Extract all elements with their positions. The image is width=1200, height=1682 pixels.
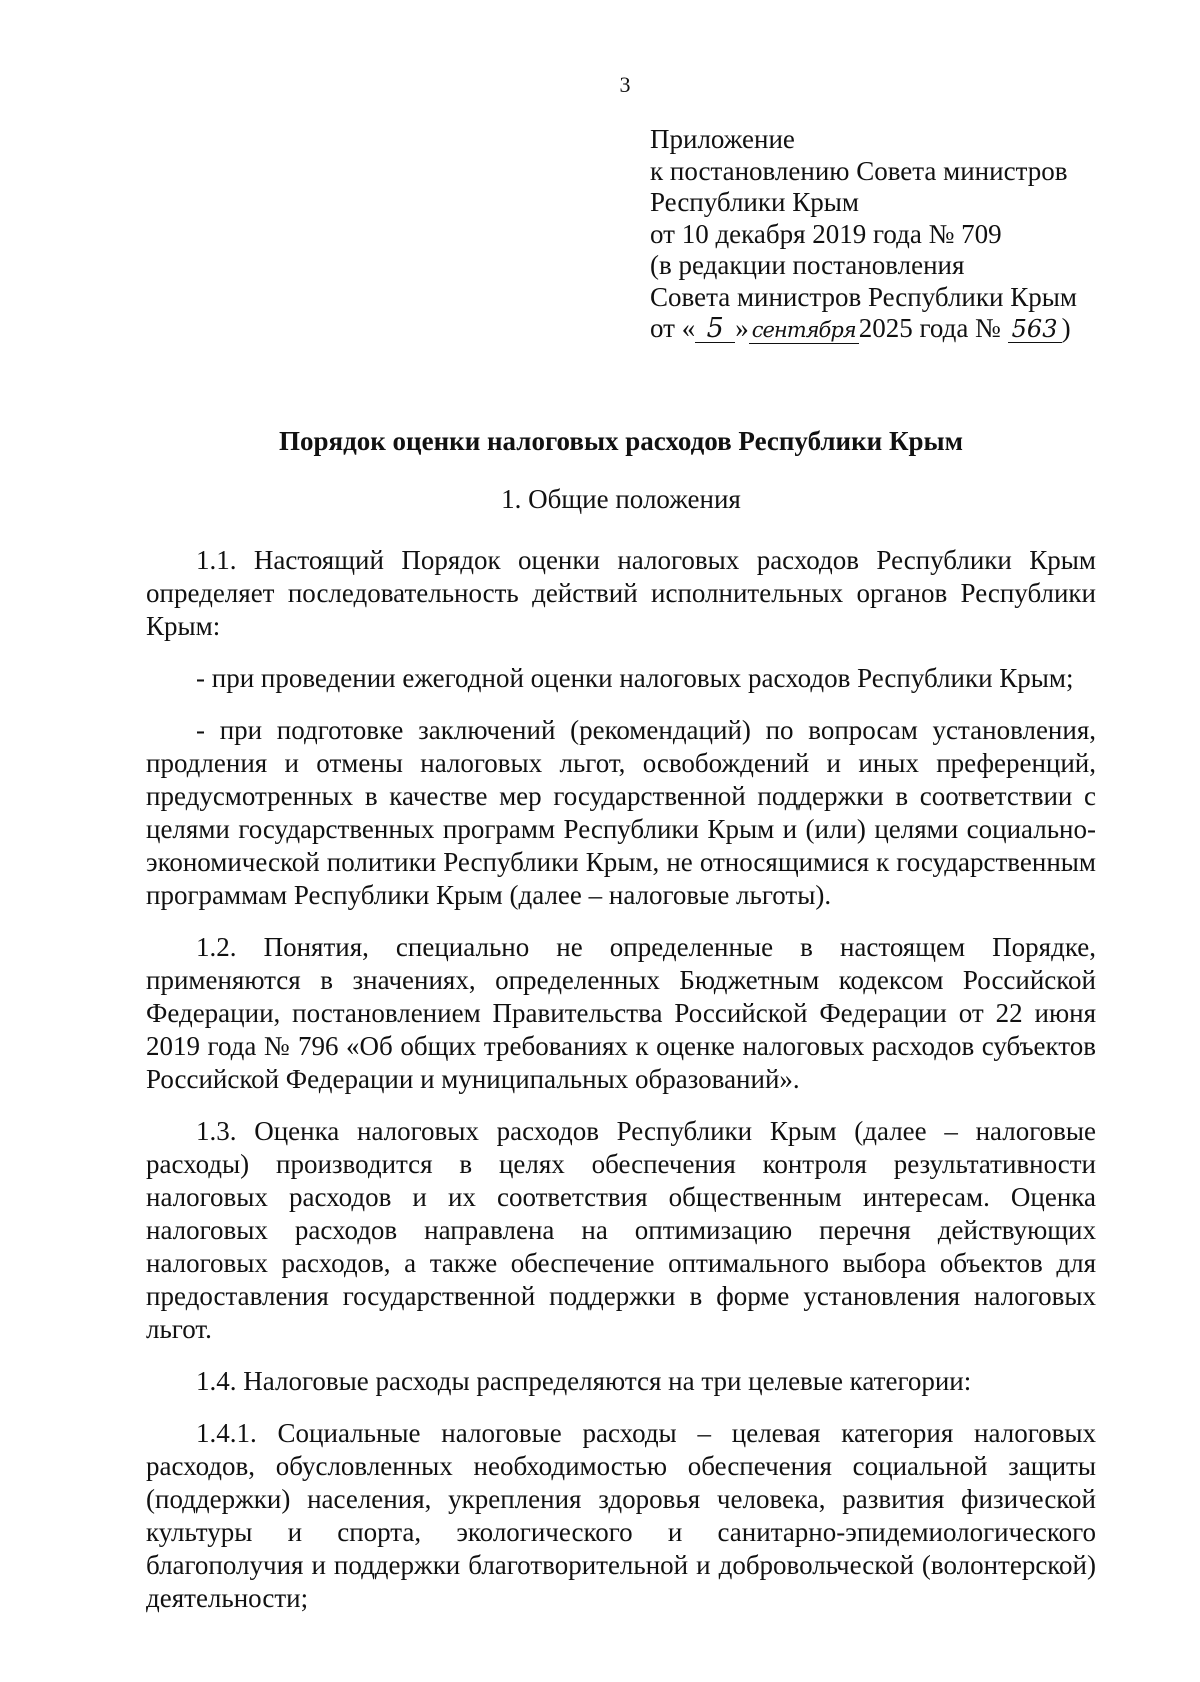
handwritten-month: сентября: [749, 317, 859, 344]
annex-date-suffix: ): [1061, 313, 1071, 343]
annex-line: от 10 декабря 2019 года № 709: [650, 218, 1002, 249]
annex-line: (в редакции постановления: [650, 250, 965, 280]
annex-date-prefix: от «: [650, 313, 696, 343]
paragraph: 1.3. Оценка налоговых расходов Республики Крым (далее – налоговые расходы) производится в целях обеспечения контроля результативности налоговых расходов и их соответствия общественным интересам. Оценка налоговых расходов направлена на оптимизацию перечня действующих налоговых расходов, а также обеспечение оптимального выбора объектов для предоставления государственной поддержки в форме установления налоговых льгот.: [146, 1116, 1096, 1344]
annex-block: [650, 124, 1170, 345]
annex-date-quote: »: [735, 313, 749, 343]
paragraph: - при проведении ежегодной оценки налоговых расходов Республики Крым;: [196, 663, 1074, 693]
paragraph: 1.2. Понятия, специально не определенные в настоящем Порядке, применяются в значениях, определенных Бюджетным кодексом Российской Федерации, постановлением Правительства Российской Федерации от 22 июня 2019 года № 796 «Об общих требованиях к оценке налоговых расходов субъектов Российской Федерации и муниципальных образований».: [146, 932, 1096, 1094]
annex-date-year: 2025 года №: [858, 313, 1001, 343]
document-title: Порядок оценки налоговых расходов Республики Крым: [278, 426, 964, 456]
page-number: 3: [619, 72, 631, 97]
annex-line: Приложение: [650, 124, 795, 154]
paragraph: 1.4. Налоговые расходы распределяются на три целевые категории:: [196, 1366, 972, 1396]
annex-line: Совета министров Республики Крым: [650, 281, 1077, 312]
handwritten-number: 563: [1008, 316, 1062, 343]
section-heading: 1. Общие положения: [501, 484, 741, 514]
paragraph: 1.4.1. Социальные налоговые расходы – целевая категория налоговых расходов, обусловленных необходимостью обеспечения социальной защиты (поддержки) населения, укрепления здоровья человека, развития физической культуры и спорта, экологического и санитарно-эпидемиологического благополучия и поддержки благотворительной и добровольческой (волонтерской) деятельности;: [146, 1418, 1096, 1613]
handwritten-day: 5: [695, 316, 735, 343]
annex-line: к постановлению Совета министров: [650, 155, 1068, 186]
paragraph: - при подготовке заключений (рекомендаций) по вопросам установления, продления и отмены налоговых льгот, освобождений и иных преференций, предусмотренных в качестве мер государственной поддержки в соответствии с целями государственных программ Республики Крым и (или) целями социально-экономической политики Республики Крым, не относящимися к государственным программам Республики Крым (далее – налоговые льготы).: [146, 715, 1096, 910]
paragraph: 1.1. Настоящий Порядок оценки налоговых расходов Республики Крым определяет последовательность действий исполнительных органов Республики Крым:: [146, 545, 1096, 641]
document-body: [146, 544, 1096, 1634]
annex-line: Республики Крым: [650, 187, 859, 217]
annex-date-line: [650, 313, 1170, 345]
